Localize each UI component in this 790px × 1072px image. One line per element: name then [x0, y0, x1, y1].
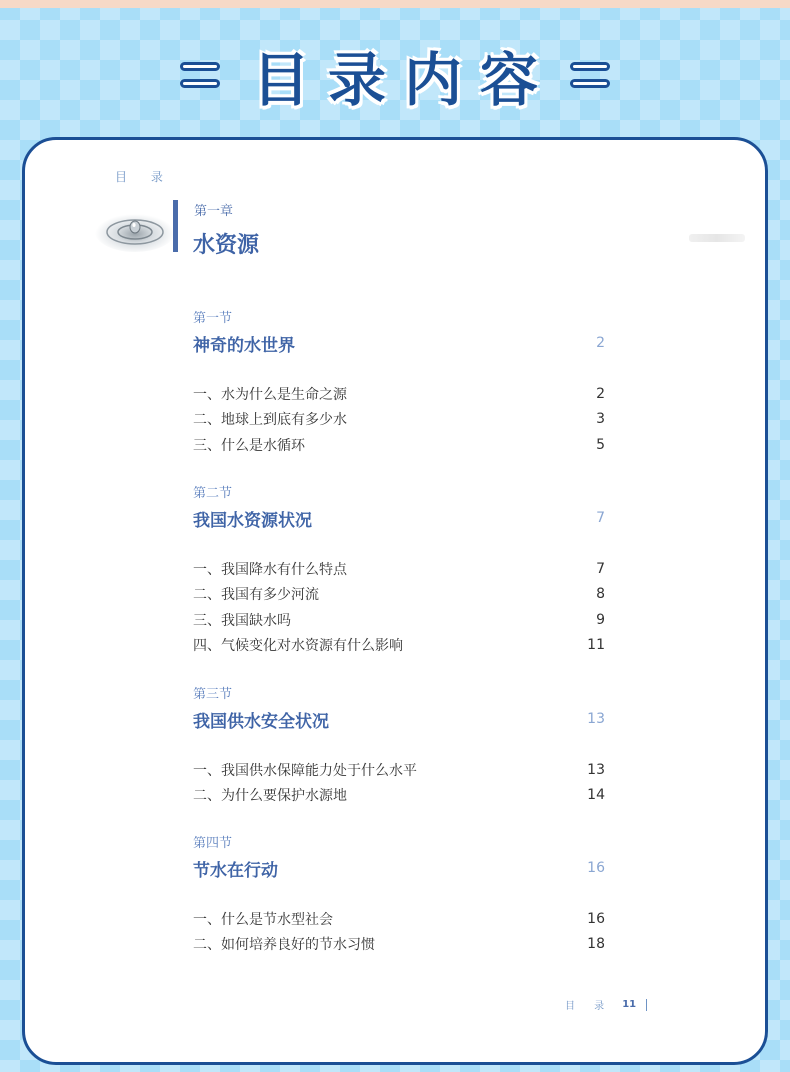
chapter-number: 第一章: [194, 204, 234, 219]
section-4: [193, 834, 605, 957]
toc-item-label: 四、气候变化对水资源有什么影响: [193, 638, 403, 655]
section-2: [193, 484, 605, 658]
toc-item[interactable]: [193, 582, 605, 608]
toc-item[interactable]: [193, 932, 605, 958]
toc-item-page: 11: [587, 637, 605, 654]
page-footer: [565, 997, 647, 1012]
item-list: [193, 556, 605, 658]
toc-item-page: 2: [596, 385, 605, 402]
toc-item-label: 一、水为什么是生命之源: [193, 386, 347, 403]
toc-item-page: 13: [587, 761, 605, 778]
section-title-row[interactable]: [193, 504, 605, 532]
banner: [0, 30, 790, 120]
toc-item-label: 二、为什么要保护水源地: [193, 788, 347, 805]
section-3: [193, 685, 605, 808]
footer-divider: [646, 999, 647, 1011]
section-title-row[interactable]: [193, 329, 605, 357]
section-title-row[interactable]: [193, 854, 605, 882]
toc-item[interactable]: [193, 432, 605, 458]
toc-item-label: 二、如何培养良好的节水习惯: [193, 937, 375, 954]
toc-item-label: 一、我国降水有什么特点: [193, 561, 347, 578]
item-list: [193, 906, 605, 957]
toc-item-page: 7: [596, 560, 605, 577]
toc-item-page: 16: [587, 910, 605, 927]
toc-item-label: 一、什么是节水型社会: [193, 911, 333, 928]
toc-item[interactable]: [193, 757, 605, 783]
toc-item-label: 一、我国供水保障能力处于什么水平: [193, 762, 417, 779]
section-title-row[interactable]: [193, 705, 605, 733]
chapter-title: 水资源: [193, 233, 260, 258]
section-title[interactable]: 神奇的水世界: [193, 335, 295, 356]
toc-item[interactable]: [193, 407, 605, 433]
toc-item[interactable]: [193, 381, 605, 407]
section-title[interactable]: 我国供水安全状况: [193, 711, 329, 732]
toc-item[interactable]: [193, 906, 605, 932]
section-1: [193, 309, 605, 458]
toc-item[interactable]: [193, 556, 605, 582]
section-page: 16: [587, 860, 605, 876]
section-page: 13: [587, 711, 605, 727]
toc-item-page: 18: [587, 936, 605, 953]
banner-right-decoration: [570, 62, 610, 88]
toc-item-page: 8: [596, 586, 605, 603]
toc-item-page: 14: [587, 787, 605, 804]
chapter-accent-bar: [173, 200, 178, 252]
header-label: 目 录: [115, 170, 173, 184]
toc-item-label: 二、地球上到底有多少水: [193, 412, 347, 429]
item-list: [193, 757, 605, 808]
banner-title: 目录内容: [251, 46, 556, 114]
faint-mark: [689, 234, 745, 242]
section-number: 第二节: [193, 486, 233, 501]
banner-left-decoration: [180, 62, 220, 88]
section-title[interactable]: 节水在行动: [193, 860, 278, 881]
section-title[interactable]: 我国水资源状况: [193, 510, 312, 531]
item-list: [193, 381, 605, 458]
toc-item[interactable]: [193, 783, 605, 809]
toc-item-label: 三、什么是水循环: [193, 437, 305, 454]
footer-page-number: 11: [622, 999, 637, 1010]
section-number: 第四节: [193, 836, 233, 851]
toc-item-label: 二、我国有多少河流: [193, 587, 319, 604]
toc-item[interactable]: [193, 607, 605, 633]
water-drop-image: [91, 196, 175, 258]
section-page: 7: [596, 510, 605, 526]
section-page: 2: [596, 335, 605, 351]
top-strip: [0, 0, 790, 8]
toc-item[interactable]: [193, 633, 605, 659]
contents-card: [22, 137, 768, 1065]
toc-item-page: 9: [596, 611, 605, 628]
section-number: 第三节: [193, 687, 233, 702]
section-number: 第一节: [193, 311, 233, 326]
toc-item-page: 5: [596, 436, 605, 453]
toc-item-page: 3: [596, 411, 605, 428]
footer-label: 目 录: [565, 1001, 613, 1012]
toc-item-label: 三、我国缺水吗: [193, 612, 291, 629]
